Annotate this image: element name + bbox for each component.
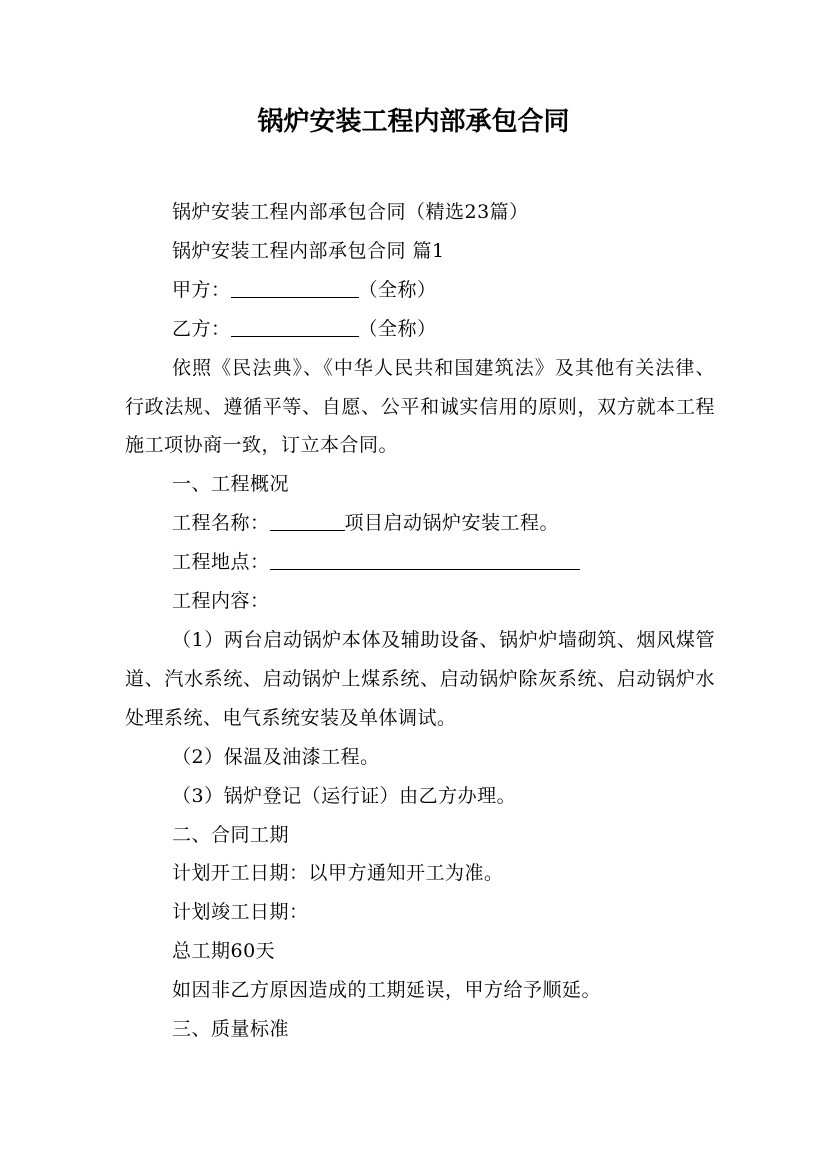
project-name-label: 工程名称： bbox=[172, 512, 270, 535]
document-title: 锅炉安装工程内部承包合同 bbox=[257, 107, 570, 137]
project-content-label: 工程内容： bbox=[172, 590, 270, 613]
party-b-suffix: （全称） bbox=[358, 317, 437, 340]
project-location-blank bbox=[270, 547, 580, 570]
section-2-heading: 二、合同工期 bbox=[172, 823, 290, 846]
section-heading: 锅炉安装工程内部承包合同 篇1 bbox=[172, 239, 445, 262]
section-3-heading: 三、质量标准 bbox=[172, 1018, 290, 1041]
section-1-heading: 一、工程概况 bbox=[172, 473, 290, 496]
preamble: 依照《民法典》、《中华人民共和国建筑法》及其他有关法律、行政法规、遵循平等、自愿、公平和诚实信用的原则，双方就本工程施工项协商一致，订立本合同。 bbox=[125, 356, 715, 457]
project-name-line bbox=[125, 504, 715, 543]
party-b-blank bbox=[231, 314, 359, 337]
content-item-3: （3）锅炉登记（运行证）由乙方办理。 bbox=[172, 784, 517, 807]
party-b-label: 乙方： bbox=[172, 317, 231, 340]
subtitle: 锅炉安装工程内部承包合同（精选23篇） bbox=[172, 201, 529, 223]
party-a-label: 甲方： bbox=[172, 278, 231, 301]
party-a-blank bbox=[231, 275, 359, 298]
party-a-line bbox=[125, 271, 715, 310]
project-location-line bbox=[125, 543, 715, 582]
content-item-1: （1）两台启动锅炉本体及辅助设备、锅炉炉墙砌筑、烟风煤管道、汽水系统、启动锅炉上煤系统、启动锅炉除灰系统、启动锅炉水处理系统、电气系统安装及单体调试。 bbox=[125, 628, 715, 729]
total-period: 总工期60天 bbox=[172, 940, 276, 963]
end-date: 计划竣工日期： bbox=[172, 901, 309, 924]
document-body bbox=[125, 193, 715, 1049]
party-a-suffix: （全称） bbox=[358, 278, 437, 301]
delay-note: 如因非乙方原因造成的工期延误，甲方给予顺延。 bbox=[172, 979, 602, 1002]
project-name-suffix: 项目启动锅炉安装工程。 bbox=[344, 512, 560, 535]
party-b-line bbox=[125, 310, 715, 349]
content-item-2: （2）保温及油漆工程。 bbox=[172, 745, 380, 768]
project-name-blank bbox=[270, 508, 345, 531]
project-location-label: 工程地点： bbox=[172, 551, 270, 574]
start-date: 计划开工日期：以甲方通知开工为准。 bbox=[172, 862, 504, 885]
